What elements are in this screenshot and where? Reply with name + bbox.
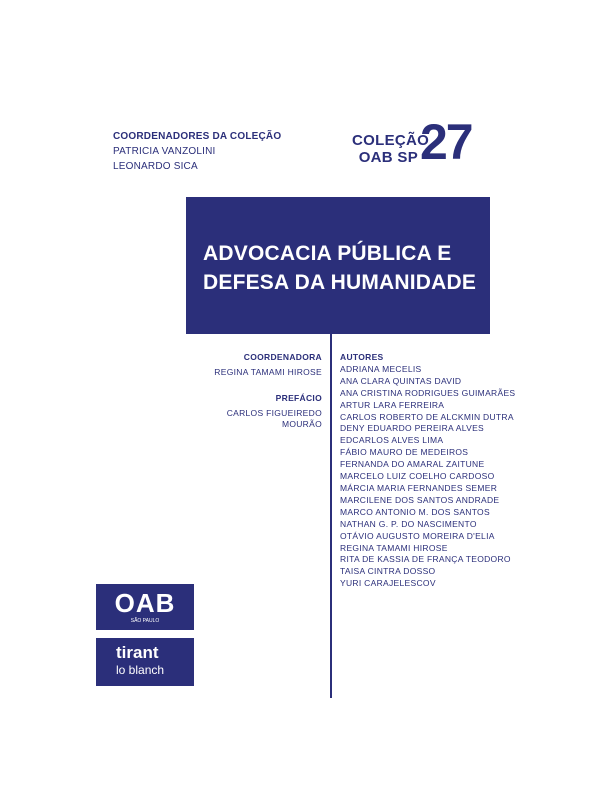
vertical-divider (330, 334, 332, 698)
author-name: ARTUR LARA FERREIRA (340, 399, 445, 410)
author-name: MARCO ANTONIO M. DOS SANTOS (340, 506, 490, 517)
preface-block (190, 393, 322, 430)
author-name: FERNANDA DO AMARAL ZAITUNE (340, 459, 485, 470)
author-name: EDCARLOS ALVES LIMA (340, 435, 444, 446)
author-name: ANA CLARA QUINTAS DAVID (340, 375, 462, 386)
collection-number: 27 (420, 114, 472, 170)
preface-name: CARLOS FIGUEIREDO MOURÃO (226, 408, 322, 429)
authors-label: AUTORES (340, 352, 384, 362)
coordinator-name: PATRICIA VANZOLINI (113, 146, 216, 157)
collection-label (352, 132, 430, 166)
book-title-line1: ADVOCACIA PÚBLICA E (203, 242, 452, 265)
coordination-block (190, 352, 322, 378)
author-name: YURI CARAJELESCOV (340, 578, 436, 589)
title-box (186, 197, 490, 334)
oab-logo-text: OAB (114, 588, 176, 618)
author-name: RITA DE KASSIA DE FRANÇA TEODORO (340, 554, 511, 565)
coordinator-name: LEONARDO SICA (113, 161, 198, 172)
oab-logo-subtext: SÃO PAULO (130, 618, 160, 624)
author-name: MÁRCIA MARIA FERNANDES SEMER (340, 482, 498, 493)
coordination-name: REGINA TAMAMI HIROSE (214, 367, 322, 377)
book-title (203, 239, 476, 297)
author-name: REGINA TAMAMI HIROSE (340, 542, 448, 553)
authors-block (340, 352, 515, 590)
coordination-label: COORDENADORA (243, 352, 322, 362)
oab-sp-logo (96, 584, 194, 630)
author-name: DENY EDUARDO PEREIRA ALVES (340, 423, 485, 434)
author-name: OTÁVIO AUGUSTO MOREIRA D'ELIA (340, 530, 495, 541)
collection-badge (352, 114, 492, 170)
author-name: NATHAN G. P. DO NASCIMENTO (340, 518, 477, 529)
tirant-lo-blanch-logo (96, 638, 194, 686)
author-name: ANA CRISTINA RODRIGUES GUIMARÃES (340, 387, 516, 398)
author-name: MARCILENE DOS SANTOS ANDRADE (340, 494, 500, 505)
collection-label-line2: OAB SP (358, 149, 418, 166)
coordinators-heading: COORDENADORES DA COLEÇÃO (113, 131, 282, 142)
author-name: CARLOS ROBERTO DE ALCKMIN DUTRA (340, 411, 514, 422)
tirant-logo-line1: tirant (116, 643, 159, 662)
collection-label-line1: COLEÇÃO (352, 132, 430, 149)
series-coordinators (113, 129, 281, 174)
tirant-logo-line2: lo blanch (116, 663, 165, 677)
author-name: ADRIANA MECELIS (340, 363, 422, 374)
preface-label: PREFÁCIO (275, 393, 322, 403)
author-name: TAISA CINTRA DOSSO (340, 566, 436, 577)
author-name: MARCELO LUIZ COELHO CARDOSO (340, 471, 495, 482)
book-title-line2: DEFESA DA HUMANIDADE (203, 271, 477, 294)
author-name: FÁBIO MAURO DE MEDEIROS (340, 447, 469, 458)
